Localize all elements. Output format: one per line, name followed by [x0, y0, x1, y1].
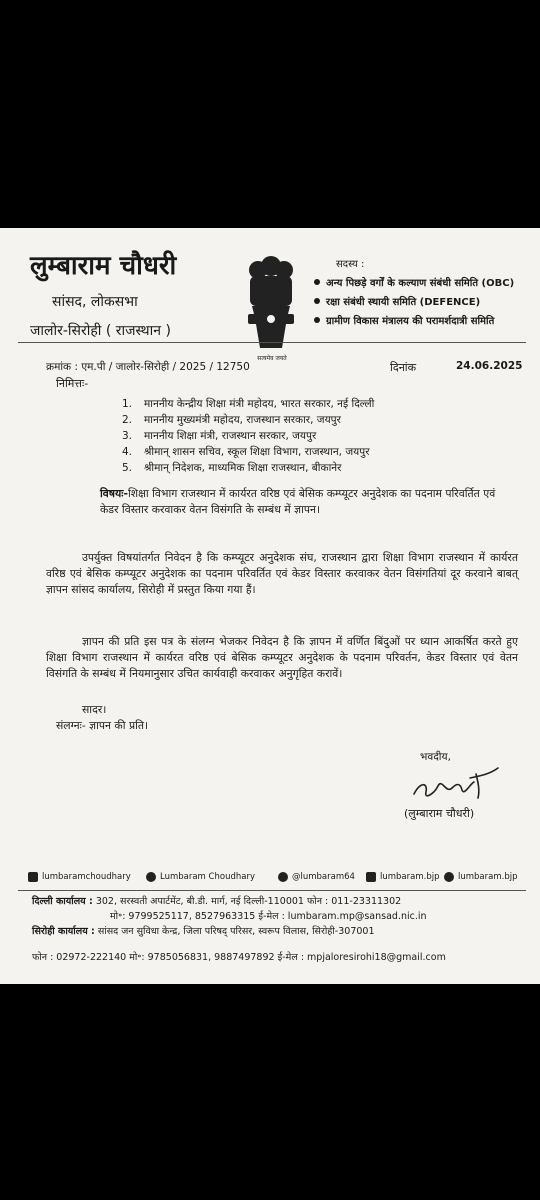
committee-block	[314, 256, 524, 327]
mp-name: लुम्बाराम चौधरी	[30, 251, 177, 281]
recipient-list	[122, 396, 374, 476]
addressee-label: निमित्तः-	[56, 377, 89, 390]
mp-designation: सांसद, लोकसभा	[52, 294, 138, 310]
subject-label: विषयः-	[100, 487, 128, 500]
signatory-name: (लुम्बाराम चौधरी)	[404, 807, 475, 820]
list-item: 1. माननीय केन्द्रीय शिक्षा मंत्री महोदय, भारत सरकार, नई दिल्ली	[122, 398, 375, 410]
facebook-icon	[444, 872, 454, 882]
subject-text: शिक्षा विभाग राजस्थान में कार्यरत वरिष्ठ एवं बेसिक कम्प्यूटर अनुदेशक का पदनाम परिवर्तित एवं केडर विस्तार करवाकर वेतन विसंगति के सम्बंध में ज्ञापन।	[100, 487, 496, 516]
yours-faithfully: भवदीय,	[420, 751, 451, 763]
date-label: दिनांक	[390, 361, 417, 374]
list-item: 3. माननीय शिक्षा मंत्री, राजस्थान सरकार, जयपुर	[122, 430, 317, 442]
social-item[interactable]: lumbaram.bjp	[444, 872, 517, 882]
reference-number: क्रमांक : एम.पी / जालोर-सिरोही / 2025 / 12750	[46, 361, 250, 373]
member-label: सदस्य :	[336, 259, 365, 270]
letterhead-left	[30, 250, 230, 340]
sirohi-office-address: सिरोही कार्यालय : सांसद जन सुविधा केन्द्र, जिला परिषद् परिसर, स्वरूप विलास, सिरोही-307001	[32, 926, 375, 937]
handwritten-signature-icon	[410, 764, 500, 804]
signature-block	[404, 750, 514, 821]
header-divider	[18, 342, 526, 343]
social-item[interactable]: @lumbaram64	[278, 872, 355, 882]
enclosure-note: संलग्नः- ज्ञापन की प्रति।	[56, 719, 149, 732]
letter-page	[0, 228, 540, 984]
date-value: 24.06.2025	[456, 360, 523, 372]
committee-item: अन्य पिछड़े वर्गों के कल्याण संबंधी समिति (OBC)	[314, 275, 524, 289]
social-item[interactable]: lumbaramchoudhary	[28, 872, 131, 882]
body-paragraph-2: ज्ञापन की प्रति इस पत्र के संलग्न भेजकर निवेदन है कि ज्ञापन में वर्णित बिंदुओं पर ध्यान आकर्षित करते हुए शिक्षा विभाग राजस्थान में कार्यरत वरिष्ठ एवं बेसिक कम्प्यूटर अनुदेशक के पदनाम परिवर्तन, केडर विस्तार एवं वेतन विसंगति के सम्बंध में नियमानुसार उचित कार्यवाही करवाकर अनुगृहित करावें।	[46, 635, 518, 680]
delhi-office-contact: मो॰: 9799525117, 8527963315 ई-मेल : lumbaram.mp@sansad.nic.in	[110, 911, 427, 922]
national-emblem-icon	[238, 252, 304, 352]
committee-item: ग्रामीण विकास मंत्रालय की परामर्शदात्री समिति	[314, 313, 524, 327]
social-item[interactable]: lumbaram.bjp	[366, 872, 439, 882]
delhi-office-address: दिल्ली कार्यालय : 302, सरस्वती अपार्टमेंट, बी.डी. मार्ग, नई दिल्ली-110001 फोन : 011-23311302	[32, 896, 402, 907]
committee-item: रक्षा संबंधी स्थायी समिति (DEFENCE)	[314, 294, 524, 308]
closing-salutation: सादर।	[82, 703, 107, 716]
list-item: 5. श्रीमान् निदेशक, माध्यमिक शिक्षा राजस्थान, बीकानेर	[122, 462, 342, 474]
instagram-icon	[28, 872, 38, 882]
x-icon	[278, 872, 288, 882]
social-handles	[28, 872, 524, 888]
committee-list	[314, 275, 524, 327]
mp-constituency: जालोर-सिरोही ( राजस्थान )	[30, 323, 171, 339]
footer-divider	[18, 890, 526, 891]
facebook-icon	[146, 872, 156, 882]
body-paragraph-1: उपर्युक्त विषयांतर्गत निवेदन है कि कम्प्यूटर अनुदेशक संघ, राजस्थान द्वारा शिक्षा विभाग राजस्थान में कार्यरत वरिष्ठ एवं बेसिक कम्प्यूटर अनुदेशक का पदनाम परिवर्तित एवं केडर विस्तार करवाकर वेतन विसंगतियां दूर करवाने बाबत् ज्ञापन सांसद कार्यालय, सिरोही में प्रस्तुत किया गया हैं।	[46, 551, 518, 596]
list-item: 2. माननीय मुख्यमंत्री महोदय, राजस्थान सरकार, जयपुर	[122, 414, 341, 426]
social-item[interactable]: Lumbaram Choudhary	[146, 872, 255, 882]
emblem-motto: सत्यमेव जयते	[257, 355, 287, 362]
subject-block	[100, 486, 516, 517]
list-item: 4. श्रीमान् शासन सचिव, स्कूल शिक्षा विभाग, राजस्थान, जयपुर	[122, 446, 370, 458]
sirohi-office-contact: फोन : 02972-222140 मो॰: 9785056831, 9887497892 ई-मेल : mpjaloresirohi18@gmail.com	[32, 952, 446, 963]
instagram-icon	[366, 872, 376, 882]
